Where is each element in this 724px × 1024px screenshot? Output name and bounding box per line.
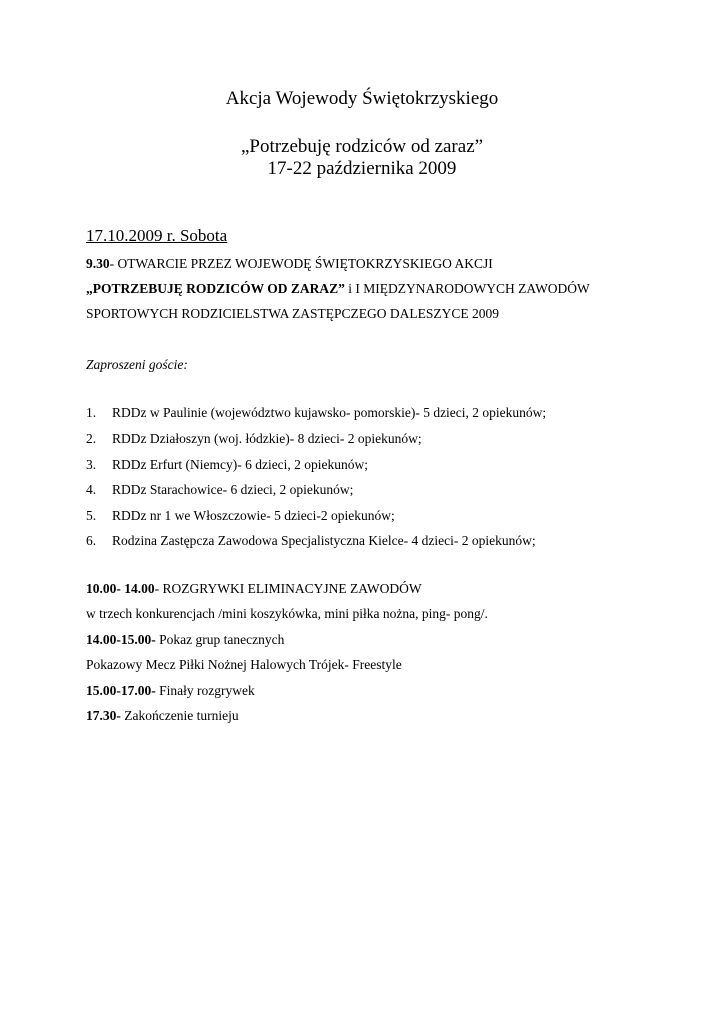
day-heading: 17.10.2009 r. Sobota — [86, 226, 228, 245]
guests-label: Zaproszeni goście: — [86, 357, 188, 372]
opening-line-1 — [86, 255, 493, 273]
opening-line-3: SPORTOWYCH RODZICIELSTWA ZASTĘPCZEGO DALESZYCE 2009 — [86, 306, 499, 321]
campaign-dates: 17-22 października 2009 — [267, 158, 457, 179]
guest-item — [86, 456, 368, 474]
guest-number: 4. — [86, 482, 97, 497]
schedule-text: Pokazowy Mecz Piłki Nożnej Halowych Trójek- Freestyle — [86, 657, 402, 672]
guest-item — [86, 430, 422, 448]
guest-number: 3. — [86, 457, 97, 472]
schedule-text: Zakończenie turnieju — [120, 708, 239, 723]
campaign-name: „Potrzebuję rodziców od zaraz” — [240, 136, 484, 157]
guest-text: RDDz nr 1 we Włoszczowie- 5 dzieci-2 opiekunów; — [112, 508, 395, 523]
opening-text-b: i I MIĘDZYNARODOWYCH ZAWODÓW — [344, 281, 590, 296]
guest-number: 1. — [86, 405, 97, 420]
schedule-text: - ROZGRYWKI ELIMINACYJNE ZAWODÓW — [154, 581, 422, 596]
guest-item — [86, 532, 536, 550]
opening-campaign-name: „POTRZEBUJĘ RODZICÓW OD ZARAZ” — [86, 281, 345, 296]
schedule-text: Pokaz grup tanecznych — [155, 632, 285, 647]
guest-item — [86, 481, 353, 499]
schedule-time: 14.00-15.00- — [86, 632, 156, 647]
schedule-item — [86, 631, 284, 649]
guest-text: Rodzina Zastępcza Zawodowa Specjalistyczna Kielce- 4 dzieci- 2 opiekunów; — [112, 533, 536, 548]
opening-line-2 — [86, 280, 590, 298]
schedule-text: Finały rozgrywek — [155, 683, 255, 698]
schedule-text: w trzech konkurencjach /mini koszykówka, mini piłka nożna, ping- pong/. — [86, 606, 488, 621]
guest-text: RDDz Erfurt (Niemcy)- 6 dzieci, 2 opiekunów; — [112, 457, 369, 472]
schedule-item — [86, 656, 402, 674]
document-title: Akcja Wojewody Świętokrzyskiego — [225, 88, 499, 109]
guest-text: RDDz Działoszyn (woj. łódzkie)- 8 dzieci- 2 opiekunów; — [112, 431, 422, 446]
schedule-time: 15.00-17.00- — [86, 683, 156, 698]
schedule-item — [86, 605, 488, 623]
guest-text: RDDz Starachowice- 6 dzieci, 2 opiekunów; — [112, 482, 354, 497]
schedule-time: 17.30- — [86, 708, 121, 723]
guest-item — [86, 404, 546, 422]
schedule-time: 10.00- 14.00 — [86, 581, 155, 596]
guest-item — [86, 507, 395, 525]
opening-text-a: - OTWARCIE PRZEZ WOJEWODĘ ŚWIĘTOKRZYSKIEGO AKCJI — [109, 256, 493, 271]
schedule-item — [86, 707, 239, 725]
guest-text: RDDz w Paulinie (województwo kujawsko- pomorskie)- 5 dzieci, 2 opiekunów; — [112, 405, 547, 420]
guest-number: 5. — [86, 508, 97, 523]
guest-number: 2. — [86, 431, 97, 446]
schedule-item — [86, 580, 422, 598]
schedule-item — [86, 682, 255, 700]
guest-number: 6. — [86, 533, 97, 548]
opening-time: 9.30 — [86, 256, 110, 271]
